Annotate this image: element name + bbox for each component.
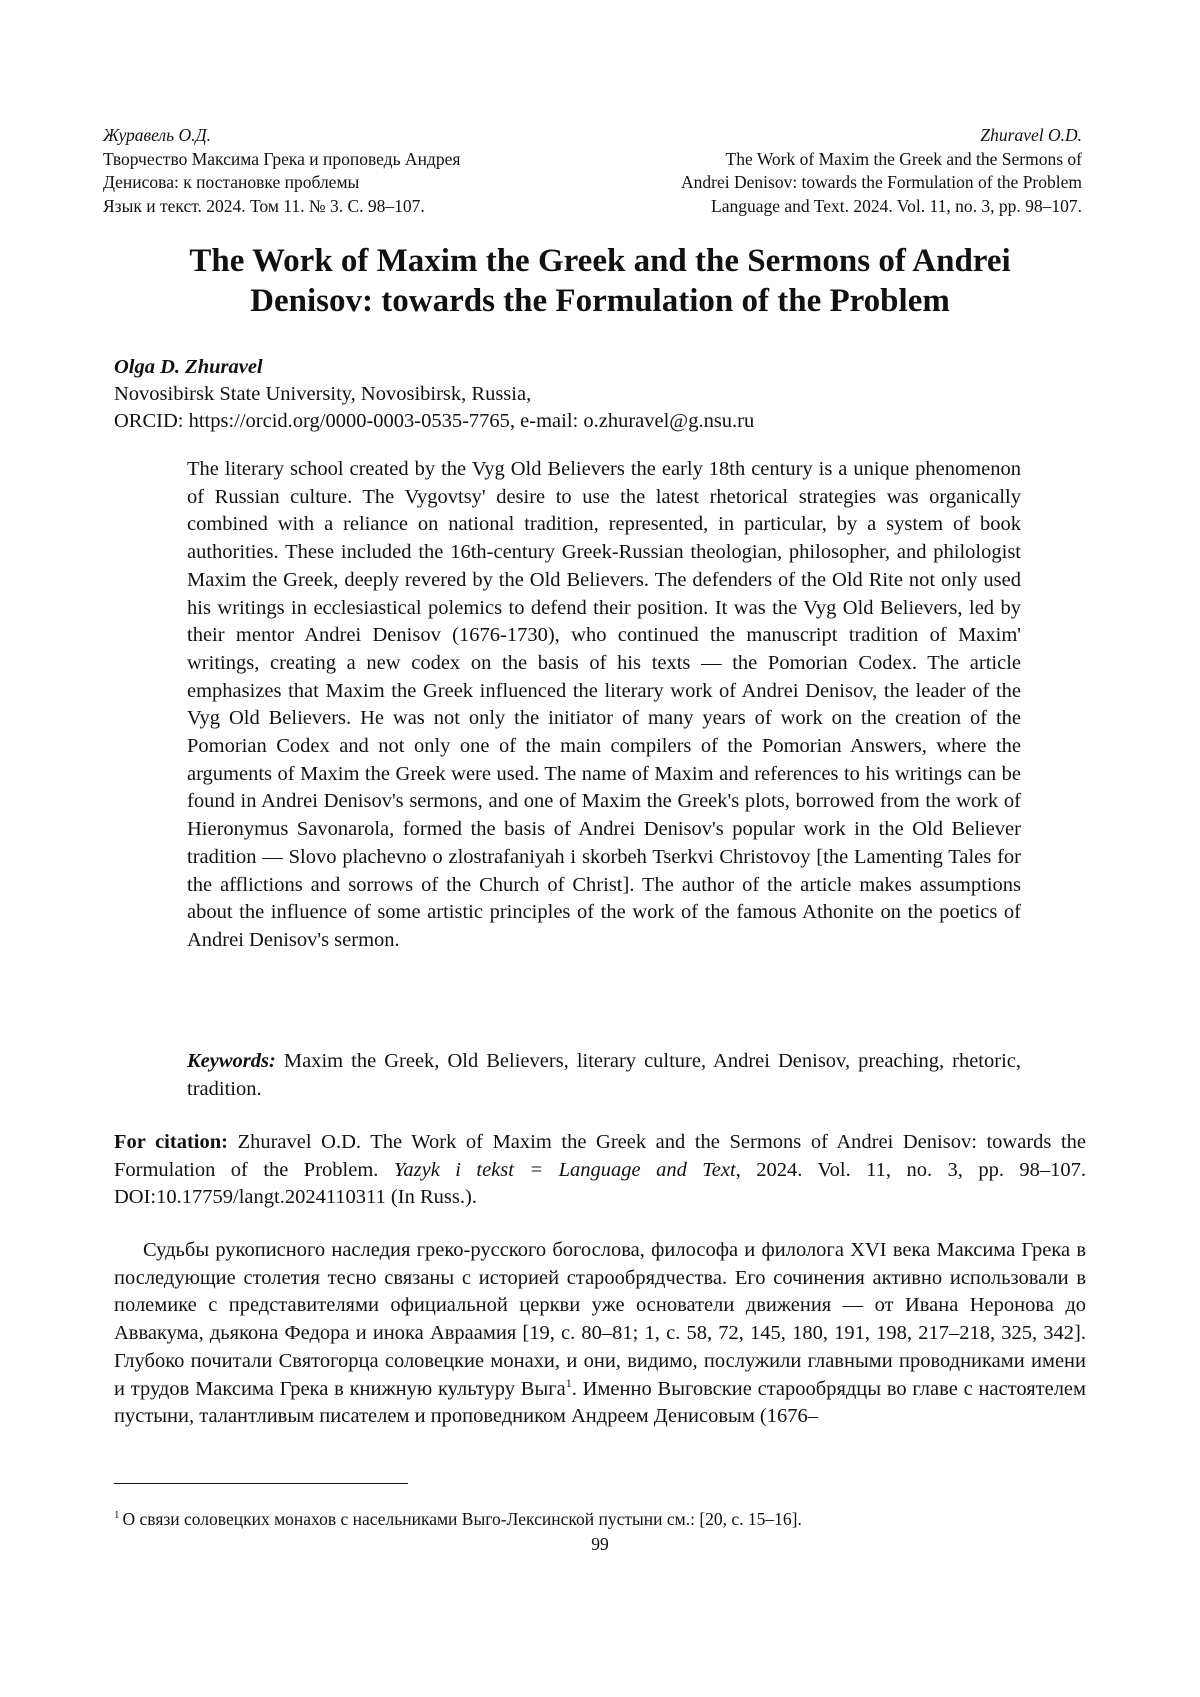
footnote-text: О связи соловецких монахов с насельниками Выго-Лексинской пустыни см.: [20, с. 15–16]. bbox=[123, 1509, 802, 1529]
running-head-left-line: Денисова: к постановке проблемы bbox=[103, 171, 563, 195]
author-block bbox=[114, 354, 1097, 435]
abstract: The literary school created by the Vyg Old Believers the early 18th century is a unique phenomenon of Russian culture. The Vygovtsy' desire to use the latest rhetorical strategies was organically combined with a reliance on national tradition, represented, in particular, by a system of book authorities. These included the 16th-century Greek-Russian theologian, philosopher, and philologist Maxim the Greek, deeply revered by the Old Believers. The defenders of the Old Rite not only used his writings in ecclesiastical polemics to defend their position. It was the Vyg Old Believers, led by their mentor Andrei Denisov (1676-1730), who continued the manuscript tradition of Maxim' writings, creating a new codex on the basis of his texts — the Pomorian Codex. The article emphasizes that Maxim the Greek influenced the literary work of Andrei Denisov, the leader of the Vyg Old Believers. He was not only the initiator of many years of work on the creation of the Pomorian Codex and not only one of the main compilers of the Pomorian Answers, where the arguments of Maxim the Greek were used. The name of Maxim and references to his writings can be found in Andrei Denisov's sermons, and one of Maxim the Greek's plots, borrowed from the work of Hieronymus Savonarola, formed the basis of Andrei Denisov's popular work in the Old Believer tradition — Slovo plachevno o zlostrafaniyah i skorbeh Tserkvi Christovoy [the Lamenting Tales for the afflictions and sorrows of the Church of Christ]. The author of the article makes assumptions about the influence of some artistic principles of the work of the famous Athonite on the poetics of Andrei Denisov's sermon. bbox=[187, 456, 1021, 955]
running-head-right-line: Andrei Denisov: towards the Formulation of the Problem bbox=[522, 171, 1082, 195]
body-text: Судьбы рукописного наследия греко-русского богослова, философа и филолога XVI века Максима Грека в последующие столетия тесно связаны с историей старообрядчества. Его сочинения активно использовали в полемике с представителями официальной церкви уже основатели движения — от Ивана Неронова до Аввакума, дьякона Федора и инока Авраамия [19, с. 80–81; 1, с. 58, 72, 145, 180, 191, 198, 217–218, 325, 342]. Глубоко почитали Святогорца соловецкие монахи, и они, видимо, послужили главными проводниками имени и трудов Максима Грека в книжную культуру Выга bbox=[114, 1239, 1086, 1400]
running-head-right bbox=[522, 124, 1082, 218]
running-head-left-line: Язык и текст. 2024. Том 11. № 3. С. 98–107. bbox=[103, 195, 563, 219]
page-number: 99 bbox=[0, 1533, 1200, 1555]
citation bbox=[114, 1129, 1086, 1212]
keywords bbox=[187, 1048, 1021, 1103]
footnote-divider bbox=[114, 1483, 408, 1484]
author-contacts: ORCID: https://orcid.org/0000-0003-0535-7765, e-mail: o.zhuravel@g.nsu.ru bbox=[114, 408, 1097, 435]
running-head-right-author: Zhuravel O.D. bbox=[522, 124, 1082, 148]
running-head-left-author: Журавель О.Д. bbox=[103, 124, 563, 148]
citation-details: , 2024. Vol. 11, no. 3, pp. 98–107. DOI:10.17759/langt.2024110311 (In Russ.). bbox=[114, 1159, 1086, 1209]
body-text: . Именно Выговские старообрядцы во главе с настоятелем пустыни, талантливым писателем и проповедником Андреем Денисовым (1676– bbox=[114, 1378, 1086, 1428]
author-affiliation: Novosibirsk State University, Novosibirsk, Russia, bbox=[114, 381, 1097, 408]
citation-journal: Yazyk i tekst = Language and Text bbox=[394, 1159, 736, 1181]
author-name: Olga D. Zhuravel bbox=[114, 354, 1097, 381]
running-head bbox=[103, 124, 1082, 220]
running-head-right-line: Language and Text. 2024. Vol. 11, no. 3, pp. 98–107. bbox=[522, 195, 1082, 219]
article-title bbox=[103, 241, 1097, 321]
running-head-right-line: The Work of Maxim the Greek and the Sermons of bbox=[522, 148, 1082, 172]
article-title-line: The Work of Maxim the Greek and the Sermons of Andrei bbox=[189, 243, 1010, 279]
body-paragraph bbox=[114, 1237, 1086, 1431]
keywords-text: Maxim the Greek, Old Believers, literary culture, Andrei Denisov, preaching, rhetoric, tradition. bbox=[187, 1050, 1021, 1100]
footnote-mark: 1 bbox=[114, 1509, 120, 1521]
footnote bbox=[114, 1508, 1086, 1530]
running-head-left bbox=[103, 124, 563, 218]
running-head-left-line: Творчество Максима Грека и проповедь Андрея bbox=[103, 148, 563, 172]
citation-text: Zhuravel O.D. The Work of Maxim the Greek and the Sermons of Andrei Denisov: towards the Formulation of the Problem. bbox=[114, 1131, 1086, 1181]
footnote-reference: 1 bbox=[566, 1376, 572, 1390]
citation-label: For citation: bbox=[114, 1131, 228, 1153]
article-title-line: Denisov: towards the Formulation of the Problem bbox=[250, 283, 950, 319]
keywords-label: Keywords: bbox=[187, 1050, 276, 1072]
